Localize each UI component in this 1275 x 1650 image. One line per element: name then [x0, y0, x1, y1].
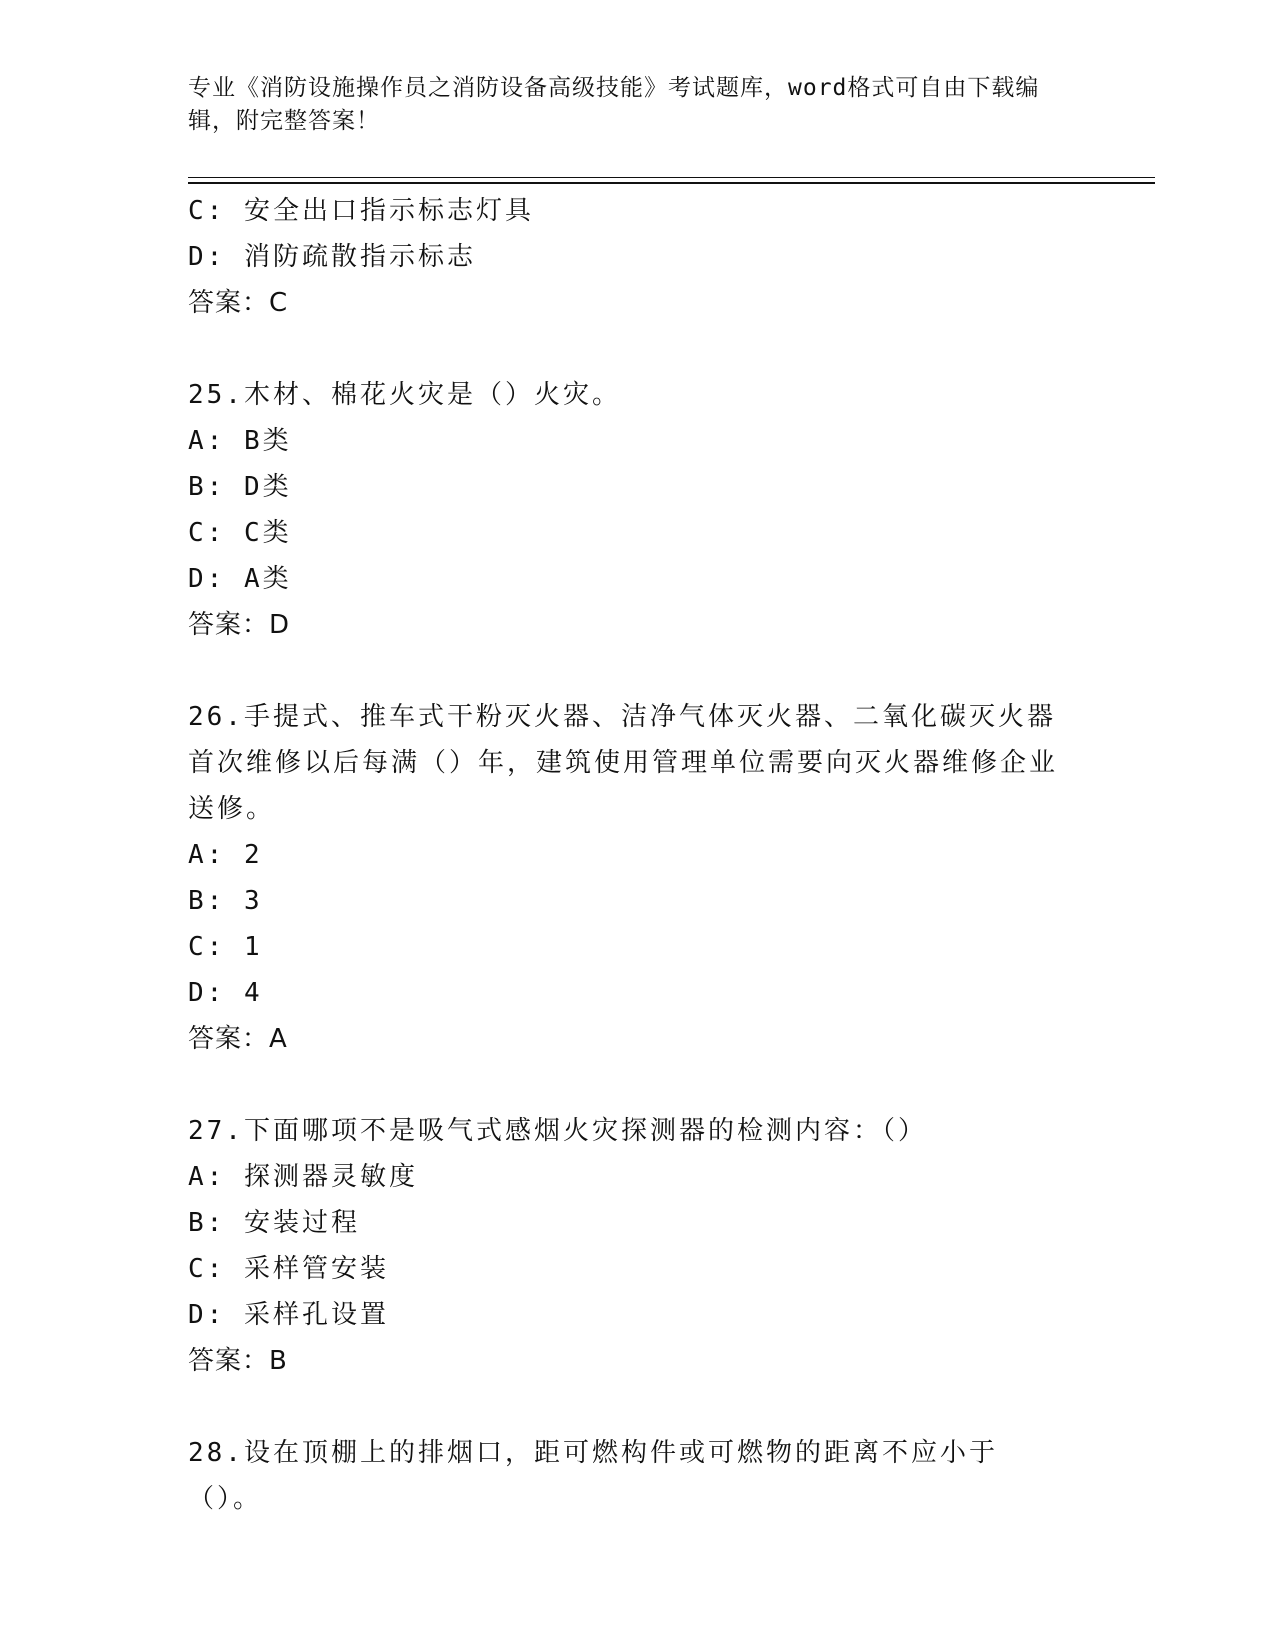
question-list: [188, 188, 1088, 1522]
option-c: C: 安全出口指示标志灯具: [188, 196, 534, 226]
option-b: B: 安装过程: [188, 1208, 360, 1238]
option-d: D: A类: [188, 564, 292, 594]
question-text: 25.木材、棉花火灾是（）火灾。: [188, 380, 621, 410]
header-divider: [188, 177, 1155, 178]
option-c: C: C类: [188, 518, 292, 548]
option-b: B: D类: [188, 472, 292, 502]
question-text: 27.下面哪项不是吸气式感烟火灾探测器的检测内容：（）: [188, 1116, 927, 1146]
option-d: D: 4: [188, 978, 263, 1008]
question-25: [188, 372, 1088, 648]
question-28: [188, 1430, 1088, 1522]
question-text: 28.设在顶棚上的排烟口，距可燃构件或可燃物的距离不应小于（）。: [188, 1438, 998, 1514]
option-b: B: 3: [188, 886, 263, 916]
question-text: 26.手提式、推车式干粉灭火器、洁净气体灭火器、二氧化碳灭火器首次维修以后每满（）年，建筑使用管理单位需要向灭火器维修企业送修。: [188, 702, 1059, 824]
answer-line: 答案：C: [188, 288, 289, 318]
header-divider-thick: [188, 182, 1155, 184]
option-a: A: 探测器灵敏度: [188, 1162, 418, 1192]
question-24-tail: [188, 188, 1088, 326]
question-26: [188, 694, 1088, 1062]
answer-line: 答案：D: [188, 610, 291, 640]
question-27: [188, 1108, 1088, 1384]
header-text: 专业《消防设施操作员之消防设备高级技能》考试题库，word格式可自由下载编辑，附完整答案！: [188, 75, 1040, 134]
answer-line: 答案：B: [188, 1346, 288, 1376]
option-c: C: 采样管安装: [188, 1254, 389, 1284]
document-header: [188, 72, 1068, 138]
option-c: C: 1: [188, 932, 263, 962]
option-a: A: B类: [188, 426, 292, 456]
option-d: D: 采样孔设置: [188, 1300, 389, 1330]
option-a: A: 2: [188, 840, 263, 870]
option-d: D: 消防疏散指示标志: [188, 242, 476, 272]
answer-line: 答案：A: [188, 1024, 288, 1054]
